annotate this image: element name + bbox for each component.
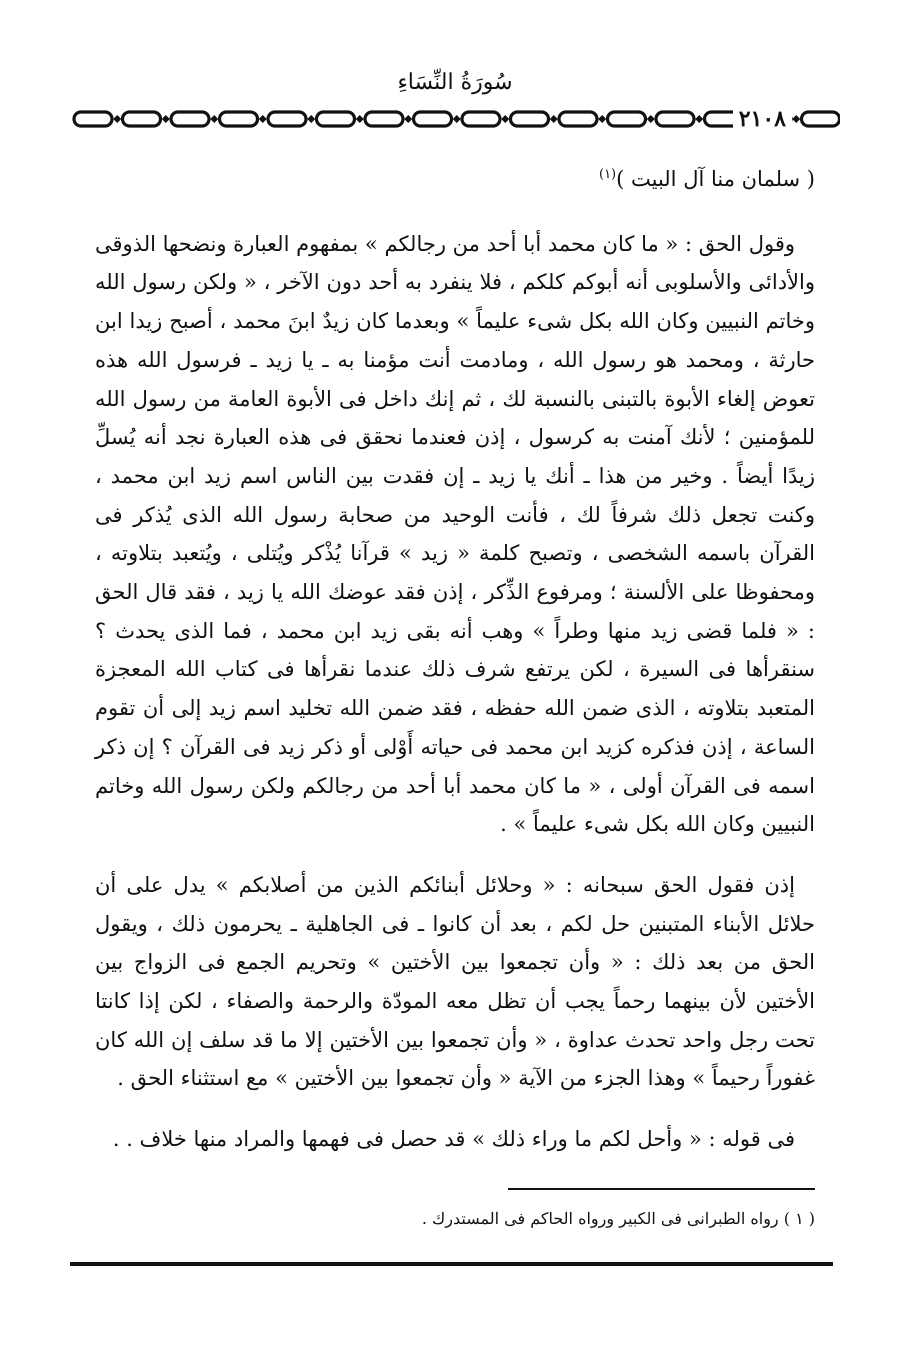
- footnote-divider: [508, 1188, 815, 1190]
- chain-diamond: [259, 115, 267, 123]
- chain-link: [656, 112, 694, 126]
- page-header: [70, 68, 840, 138]
- chain-diamond: [404, 115, 412, 123]
- footnote-ref: (١): [598, 167, 617, 182]
- quote-text: ( سلمان منا آل البيت ): [616, 167, 815, 191]
- surah-title: سُورَةُ النِّسَاءِ: [397, 70, 513, 95]
- chain-diamond: [307, 115, 315, 123]
- chain-diamond: [113, 115, 121, 123]
- chain-diamond: [501, 115, 509, 123]
- chain-diamond: [453, 115, 461, 123]
- main-text: [95, 160, 815, 1159]
- chain-link: [171, 112, 209, 126]
- paragraph-3: فى قوله : « وأحل لكم ما وراء ذلك » قد حصل فى فهمها والمراد منها خلاف . .: [112, 1127, 795, 1152]
- chain-diamond: [695, 115, 703, 123]
- chain-link: [608, 112, 646, 126]
- chain-link: [268, 112, 306, 126]
- chain-link: [317, 112, 355, 126]
- chain-diamond: [356, 115, 364, 123]
- chain-diamond: [162, 115, 170, 123]
- chain-link: [123, 112, 161, 126]
- chain-link: [365, 112, 403, 126]
- paragraph-2: إذن فقول الحق سبحانه : « وحلائل أبنائكم الذين من أصلابكم » يدل على أن حلائل الأبناء المتبنين حل لكم ، بعد أن كانوا ـ فى الجاهلية ـ يحرمون ذلك ، ويقول الحق من بعد ذلك : « وأن تجمعوا بين الأختين » وتحريم الجمع فى الزواج بين الأختين لأن بينهما رحماً يجب أن تظل معه المودّة والرحمة والصفاء ، لكن إذا كانتا تحت رجل واحد تحدث عداوة ، « وأن تجمعوا بين الأختين إلا ما قد سلف إن الله كان غفوراً رحيماً » وهذا الجزء من الآية « وأن تجمعوا بين الأختين » مع استثناء الحق .: [95, 872, 815, 1091]
- chain-link: [802, 112, 840, 126]
- chain-diamond: [210, 115, 218, 123]
- chain-link: [220, 112, 258, 126]
- chain-link: [414, 112, 452, 126]
- chain-diamond: [647, 115, 655, 123]
- paragraph-1: وقول الحق : « ما كان محمد أبا أحد من رجالكم » بمفهوم العبارة ونضحها الذوقى والأدائى والأسلوبى أنه أبوكم كلكم ، فلا ينفرد به أحد دون الآخر ، « ولكن رسول الله وخاتم النبيين وكان الله بكل شىء عليماً » وبعدما كان زيدٌ ابنَ محمد ، أصبح زيدا ابن حارثة ، ومحمد هو رسول الله ، ومادمت أنت مؤمنا به ـ يا زيد ـ فرسول الله هذه تعوض إلغاء الأبوة بالتبنى بالنسبة لك ، ثم إنك داخل فى الأبوة العامة من رسول الله للمؤمنين ؛ لأنك آمنت به كرسول ، إذن فعندما نحقق فى هذه العبارة نجد أنه يُسلِّ زيدًا أيضاً . وخير من هذا ـ أنك يا زيد ـ إن فقدت بين الناس اسم زيد ابن محمد ، وكنت تجعل ذلك شرفاً لك ، فأنت الوحيد من صحابة رسول الله الذى يُذكر فى القرآن باسمه الشخصى ، وتصبح كلمة « زيد » قرآنا يُذْكر ويُتلى ، ويُتعبد بتلاوته ، ومحفوظا على الألسنة ؛ ومرفوع الذِّكر ، إذن فقد عوضك الله يا زيد ، فقد قال الحق : « فلما قضى زيد منها وطراً » وهب أنه بقى زيد ابن محمد ، فما الذى يحدث ؟ سنقرأها فى السيرة ، لكن يرتفع شرف ذلك عندما نقرأها فى كتاب الله المعجزة المتعبد بتلاوته ، الذى ضمن الله حفظه ، فقد ضمن الله تخليد اسم زيد إلى أن تقوم الساعة ، إذن فذكره كزيد ابن محمد فى حياته أَوْلى أو ذكر زيد فى القرآن ؟ إن ذكر اسمه فى القرآن أولى ، « ما كان محمد أبا أحد من رجالكم ولكن رسول الله وخاتم النبيين وكان الله بكل شىء عليماً » .: [95, 231, 815, 837]
- chain-link: [462, 112, 500, 126]
- footnote: ( ١ ) رواه الطبرانى فى الكبير ورواه الحاكم فى المستدرك .: [421, 1209, 815, 1228]
- chain-link: [74, 112, 112, 126]
- chain-link: [559, 112, 597, 126]
- chain-diamond: [792, 115, 800, 123]
- paragraph-quote: [95, 160, 815, 199]
- chain-link: [511, 112, 549, 126]
- page-number: ٢١٠٨: [733, 106, 792, 132]
- chain-ornament: [70, 106, 840, 132]
- chain-diamond: [598, 115, 606, 123]
- bottom-rule: [70, 1262, 833, 1266]
- chain-diamond: [550, 115, 558, 123]
